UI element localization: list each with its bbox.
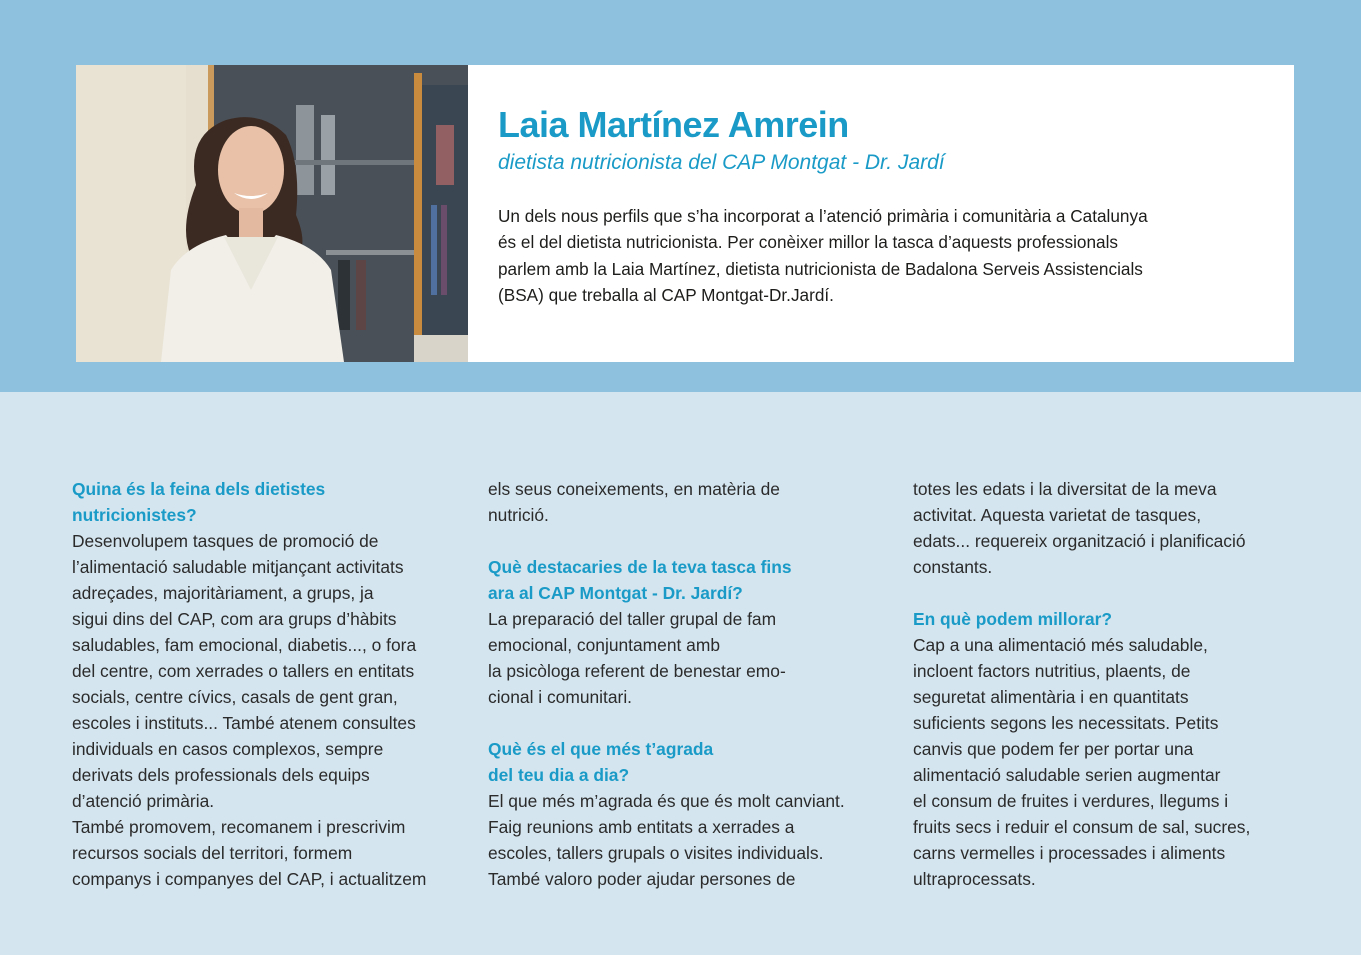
answer-line: També promovem, recomanem i prescrivim xyxy=(72,817,406,837)
answer-continuation xyxy=(913,476,1313,580)
interview-columns xyxy=(72,476,1312,916)
answer-line: Faig reunions amb entitats a xerrades a xyxy=(488,817,795,837)
question-line: del teu dia a dia? xyxy=(488,765,630,785)
answer-line: escoles, tallers grupals o visites individuals. xyxy=(488,843,824,863)
intro-paragraph xyxy=(498,203,1238,308)
answer-line: activitat. Aquesta varietat de tasques, xyxy=(913,505,1202,525)
profile-text xyxy=(468,65,1294,362)
intro-line: (BSA) que treballa al CAP Montgat-Dr.Jardí. xyxy=(498,284,834,305)
answer-paragraph xyxy=(913,632,1313,892)
portrait-photo xyxy=(76,65,468,362)
answer-line: suficients segons les necessitats. Petits xyxy=(913,713,1219,733)
portrait-illustration xyxy=(76,65,468,362)
answer-line: el consum de fruites i verdures, llegums i xyxy=(913,791,1229,811)
answer-line: seguretat alimentària i en quantitats xyxy=(913,687,1189,707)
question-line: nutricionistes? xyxy=(72,505,197,525)
answer-paragraph xyxy=(488,788,888,892)
answer-line: carns vermelles i processades i aliments xyxy=(913,843,1226,863)
question-line: En què podem millorar? xyxy=(913,609,1113,629)
column-1 xyxy=(72,476,472,892)
answer-line: constants. xyxy=(913,557,993,577)
column-2 xyxy=(488,476,888,892)
answer-paragraph xyxy=(72,528,472,892)
answer-paragraph xyxy=(488,606,888,710)
answer-line: saludables, fam emocional, diabetis..., o fora xyxy=(72,635,417,655)
question-heading xyxy=(913,606,1313,632)
profile-card xyxy=(76,65,1294,362)
question-line: Què és el que més t’agrada xyxy=(488,739,714,759)
answer-line: totes les edats i la diversitat de la meva xyxy=(913,479,1217,499)
question-heading xyxy=(72,476,472,528)
answer-line: També valoro poder ajudar persones de xyxy=(488,869,796,889)
answer-line: recursos socials del territori, formem xyxy=(72,843,353,863)
question-line: ara al CAP Montgat - Dr. Jardí? xyxy=(488,583,743,603)
answer-line: Desenvolupem tasques de promoció de xyxy=(72,531,379,551)
answer-line: socials, centre cívics, casals de gent gran, xyxy=(72,687,398,707)
question-heading xyxy=(488,736,888,788)
answer-line: canvis que podem fer per portar una xyxy=(913,739,1194,759)
answer-line: alimentació saludable serien augmentar xyxy=(913,765,1221,785)
answer-line: nutrició. xyxy=(488,505,549,525)
answer-line: els seus coneixements, en matèria de xyxy=(488,479,780,499)
question-heading xyxy=(488,554,888,606)
answer-line: la psicòloga referent de benestar emo- xyxy=(488,661,786,681)
answer-line: incloent factors nutritius, plaents, de xyxy=(913,661,1191,681)
column-3 xyxy=(913,476,1313,892)
answer-line: escoles i instituts... També atenem consultes xyxy=(72,713,416,733)
answer-line: d’atenció primària. xyxy=(72,791,215,811)
answer-line: cional i comunitari. xyxy=(488,687,633,707)
question-line: Quina és la feina dels dietistes xyxy=(72,479,326,499)
person-role: dietista nutricionista del CAP Montgat - Dr. Jardí xyxy=(498,151,945,174)
answer-line: El que més m’agrada és que és molt canviant. xyxy=(488,791,845,811)
answer-line: ultraprocessats. xyxy=(913,869,1036,889)
answer-line: l’alimentació saludable mitjançant activitats xyxy=(72,557,404,577)
answer-line: companys i companyes del CAP, i actualitzem xyxy=(72,869,427,889)
answer-line: individuals en casos complexos, sempre xyxy=(72,739,384,759)
answer-line: emocional, conjuntament amb xyxy=(488,635,721,655)
person-name: Laia Martínez Amrein xyxy=(498,104,849,145)
intro-line: Un dels nous perfils que s’ha incorporat a l’atenció primària i comunitària a Catalunya xyxy=(498,206,1148,226)
answer-line: sigui dins del CAP, com ara grups d’hàbits xyxy=(72,609,397,629)
answer-line: del centre, com xerrades o tallers en entitats xyxy=(72,661,415,681)
question-line: Què destacaries de la teva tasca fins xyxy=(488,557,792,577)
intro-line: parlem amb la Laia Martínez, dietista nutricionista de Badalona Serveis Assistencials xyxy=(498,258,1143,279)
answer-line: fruits secs i reduir el consum de sal, sucres, xyxy=(913,817,1251,837)
answer-line: adreçades, majoritàriament, a grups, ja xyxy=(72,583,374,603)
answer-line: La preparació del taller grupal de fam xyxy=(488,609,777,629)
intro-line: és el del dietista nutricionista. Per conèixer millor la tasca d’aquests professionals xyxy=(498,232,1119,253)
answer-continuation xyxy=(488,476,888,528)
answer-line: edats... requereix organització i planificació xyxy=(913,531,1246,551)
answer-line: Cap a una alimentació més saludable, xyxy=(913,635,1208,655)
answer-line: derivats dels professionals dels equips xyxy=(72,765,370,785)
